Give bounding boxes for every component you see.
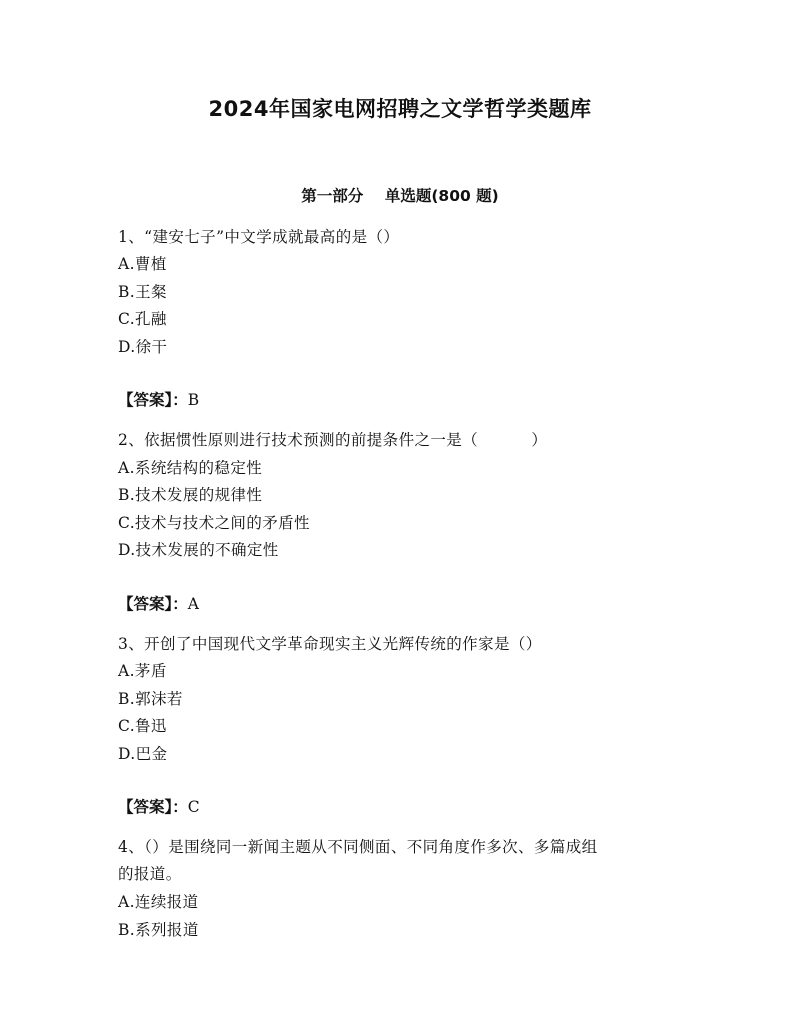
document-title: 2024年国家电网招聘之文学哲学类题库 [208, 97, 592, 121]
answer-label: 【答案】： [118, 595, 188, 613]
answer-value: A [187, 595, 199, 613]
question-1-stem: 1、“建安七子”中文学成就最高的是（） [118, 228, 400, 246]
section-title: 第一部分 单选题(800 题) [301, 187, 499, 205]
answer-label: 【答案】： [118, 798, 188, 816]
question-4-option-a: A.连续报道 [118, 893, 199, 911]
question-3-stem: 3、开创了中国现代文学革命现实主义光辉传统的作家是（） [118, 635, 542, 653]
answer-value: B [187, 391, 200, 409]
question-3-answer [118, 797, 200, 817]
question-1-option-c: C.孔融 [118, 310, 167, 328]
question-2-option-d: D.技术发展的不确定性 [118, 541, 279, 559]
question-2-option-b: B.技术发展的规律性 [118, 486, 263, 504]
question-1-answer [118, 390, 199, 410]
question-3-option-c: C.鲁迅 [118, 717, 167, 735]
question-2-option-a: A.系统结构的稳定性 [118, 459, 263, 477]
question-1-option-d: D.徐干 [118, 338, 168, 356]
answer-label: 【答案】： [118, 391, 188, 409]
question-2-option-c: C.技术与技术之间的矛盾性 [118, 514, 310, 532]
question-4-stem-line-1: 4、（）是围绕同一新闻主题从不同侧面、不同角度作多次、多篇成组 [118, 838, 598, 856]
question-4-option-b: B.系列报道 [118, 921, 199, 939]
question-1-option-a: A.曹植 [118, 255, 167, 273]
question-2-stem: 2、依据惯性原则进行技术预测的前提条件之一是（ ） [118, 431, 548, 449]
question-3-option-b: B.郭沫若 [118, 690, 183, 708]
question-3-option-a: A.茅盾 [118, 662, 167, 680]
question-1-option-b: B.王粲 [118, 283, 167, 301]
answer-value: C [187, 798, 200, 816]
question-3-option-d: D.巴金 [118, 745, 168, 763]
question-4-stem-line-2: 的报道。 [118, 865, 182, 883]
question-2-answer [118, 594, 199, 614]
